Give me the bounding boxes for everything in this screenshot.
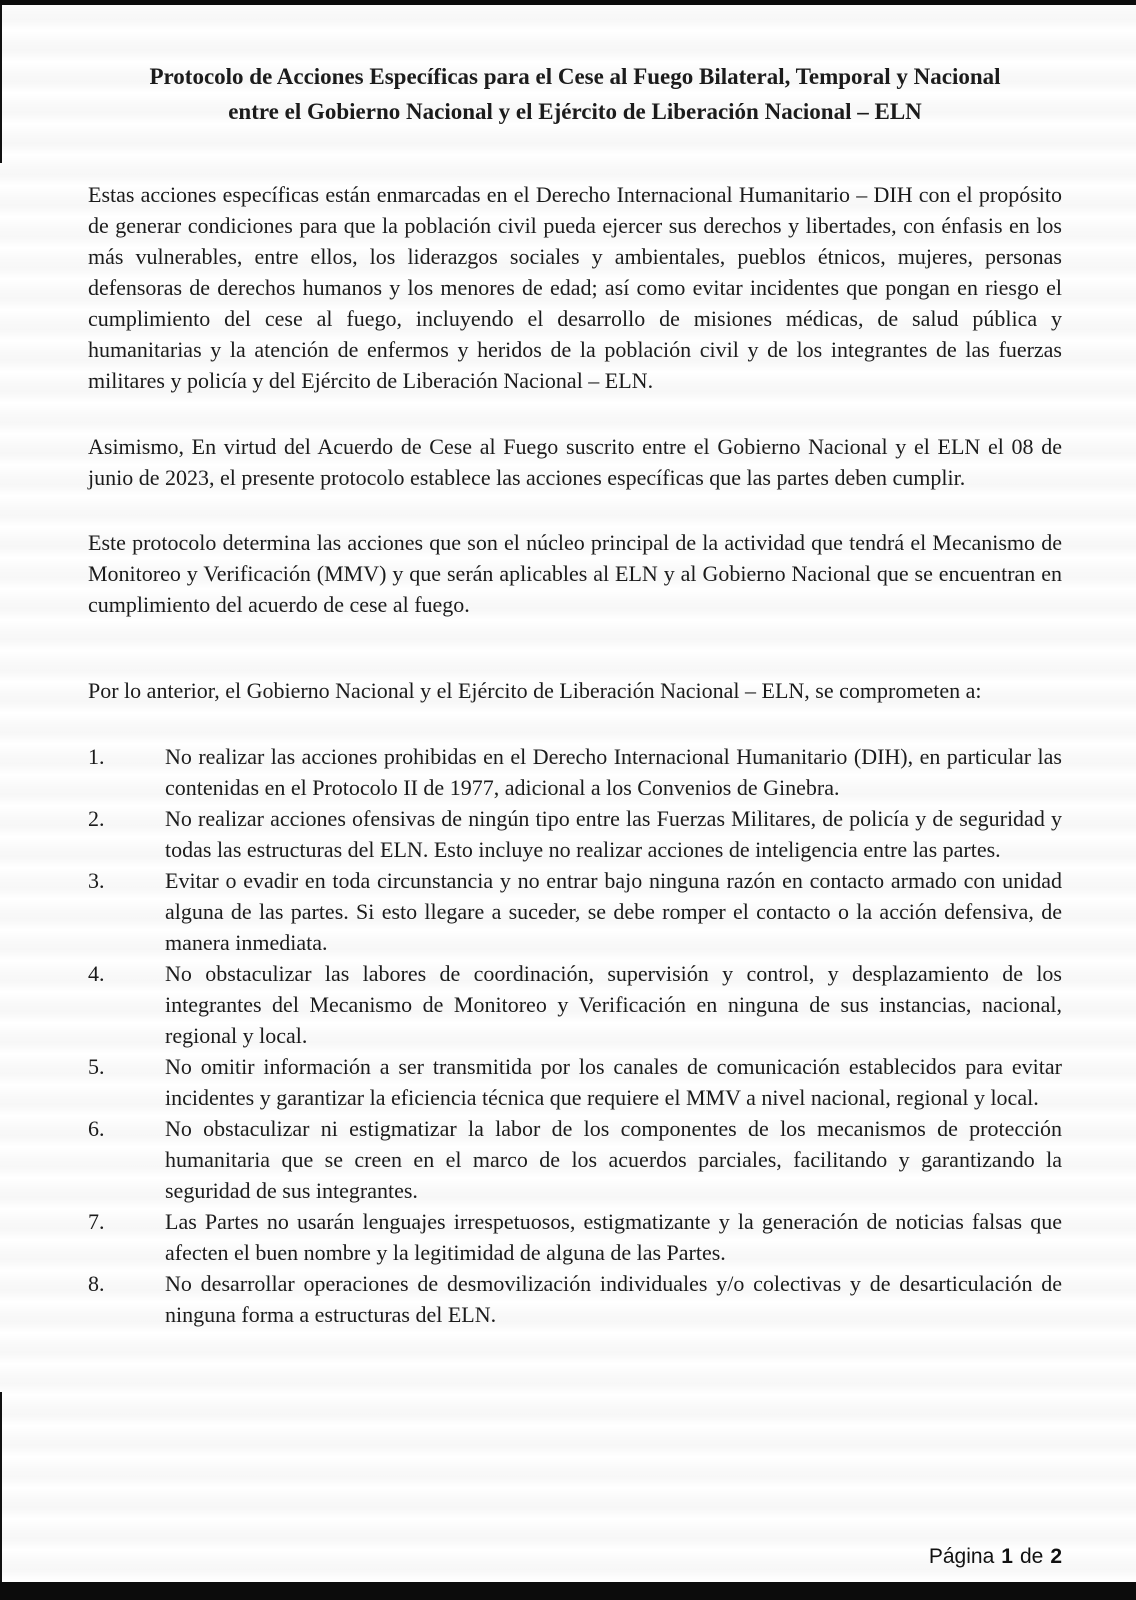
scan-edge-left-bottom [0,1392,2,1582]
list-item-text: No realizar acciones ofensivas de ningún tipo entre las Fuerzas Militares, de policía y de seguridad y todas las estructuras del ELN. Esto incluye no realizar acciones de inteligencia entre las partes. [165,806,1062,862]
list-item-number: 2. [88,806,105,831]
list-item-text: No realizar las acciones prohibidas en el Derecho Internacional Humanitario (DIH), en particular las contenidas en el Protocolo II de 1977, adicional a los Convenios de Ginebra. [165,744,1062,800]
list-item-number: 6. [88,1116,105,1141]
of-label: de [1019,1545,1044,1568]
list-item-text: No omitir información a ser transmitida por los canales de comunicación establecidos para evitar incidentes y garantizar la eficiencia técnica que requiere el MMV a nivel nacional, regional y local. [165,1054,1062,1110]
paragraph-commitment-lead: Por lo anterior, el Gobierno Nacional y el Ejército de Liberación Nacional – ELN, se comprometen a: [88,678,982,703]
list-item-text: Evitar o evadir en toda circunstancia y no entrar bajo ninguna razón en contacto armado con unidad alguna de las partes. Si esto llegare a suceder, se debe romper el contacto o la acción defensiva, de manera inmediata. [165,868,1062,955]
paragraph-protocol-scope: Este protocolo determina las acciones que son el núcleo principal de la actividad que tendrá el Mecanismo de Monitoreo y Verificación (MMV) y que serán aplicables al ELN y al Gobierno Nacional que se encuentran en cumplimiento del acuerdo de cese al fuego. [88,530,1062,617]
list-item-number: 8. [88,1271,105,1296]
list-item-text: No desarrollar operaciones de desmovilización individuales y/o colectivas y de desarticulación de ninguna forma a estructuras del ELN. [165,1271,1062,1327]
paragraph-dih-framework: Estas acciones específicas están enmarcadas en el Derecho Internacional Humanitario – DIH con el propósito de generar condiciones para que la población civil pueda ejercer sus derechos y libertades, con énfasis en los más vulnerables, entre ellos, los liderazgos sociales y ambientales, pueblos étnicos, mujeres, personas defensoras de derechos humanos y los menores de edad; así como evitar incidentes que pongan en riesgo el cumplimiento del cese al fuego, incluyendo el desarrollo de misiones médicas, de salud pública y humanitarias y la atención de enfermos y heridos de la población civil y de los integrantes de las fuerzas militares y policía y del Ejército de Liberación Nacional – ELN. [88,182,1062,393]
list-item-number: 7. [88,1209,105,1234]
list-item-number: 4. [88,961,105,986]
list-item [88,865,1062,958]
document-title: Protocolo de Acciones Específicas para el Cese al Fuego Bilateral, Temporal y Nacional entre el Gobierno Nacional y el Ejército de Liberación Nacional – ELN [149,64,1001,124]
list-item [88,1206,1062,1268]
page-number-indicator [929,1544,1062,1570]
page-total: 2 [1050,1545,1062,1568]
commitments-list [88,741,1062,1330]
page-label: Página [928,1545,995,1568]
list-item [88,741,1062,803]
list-item-number: 5. [88,1054,105,1079]
list-item [88,1268,1062,1330]
list-item-text: No obstaculizar ni estigmatizar la labor de los componentes de los mecanismos de protección humanitaria que se creen en el marco de los acuerdos parciales, facilitando y garantizando la seguridad de sus integrantes. [165,1116,1062,1203]
list-item [88,1051,1062,1113]
list-item-number: 3. [88,868,105,893]
list-item [88,1113,1062,1206]
list-item-text: No obstaculizar las labores de coordinación, supervisión y control, y desplazamiento de los integrantes del Mecanismo de Monitoreo y Verificación en ninguna de sus instancias, nacional, regional y local. [165,961,1062,1048]
list-item-text: Las Partes no usarán lenguajes irrespetuosos, estigmatizante y la generación de noticias falsas que afecten el buen nombre y la legitimidad de alguna de las Partes. [165,1209,1062,1265]
list-item [88,803,1062,865]
list-item [88,958,1062,1051]
scan-edge-bottom [0,1582,1136,1600]
page-number: 1 [1001,1545,1013,1568]
paragraph-ceasefire-agreement: Asimismo, En virtud del Acuerdo de Cese al Fuego suscrito entre el Gobierno Nacional y el ELN el 08 de junio de 2023, el presente protocolo establece las acciones específicas que las partes deben cumplir. [88,434,1062,490]
list-item-number: 1. [88,744,105,769]
